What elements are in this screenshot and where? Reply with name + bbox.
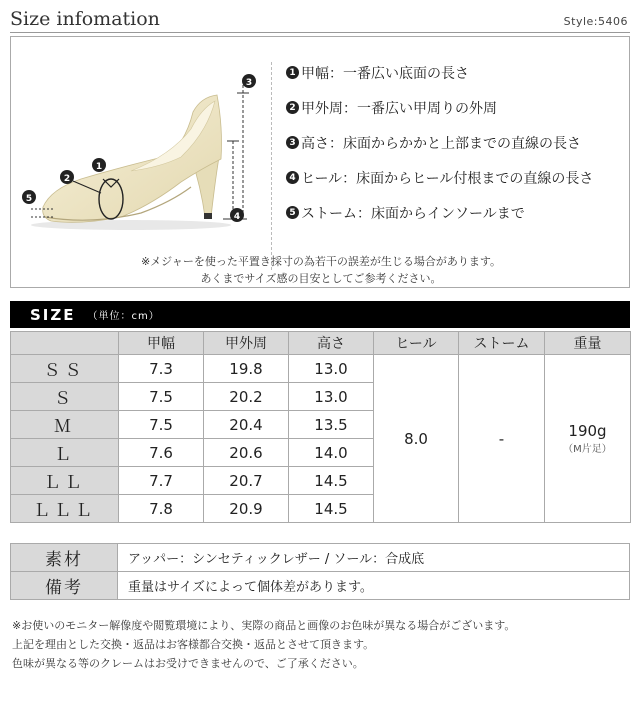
weight-value: 190g bbox=[568, 422, 607, 440]
style-number: Style:5406 bbox=[563, 15, 628, 28]
diagram-divider bbox=[271, 62, 272, 270]
size-section-header bbox=[10, 301, 630, 328]
width-value: 7.3 bbox=[119, 355, 204, 383]
legend-item bbox=[286, 125, 593, 160]
footer-notes bbox=[12, 616, 515, 673]
footer-line: 上記を理由とした交換・返品はお客様都合交換・返品とさせて頂きます。 bbox=[12, 638, 375, 651]
legend-text: ストーム：床面からインソールまで bbox=[301, 205, 525, 222]
table-row bbox=[11, 355, 631, 383]
footer-line: ※お使いのモニター解像度や閲覧環境により、実際の商品と画像のお色味が異なる場合がございます。 bbox=[12, 619, 516, 632]
heel-tip bbox=[204, 213, 212, 219]
header-girth: 甲外周 bbox=[204, 332, 289, 355]
header-width: 甲幅 bbox=[119, 332, 204, 355]
legend-item bbox=[286, 195, 593, 230]
width-value: 7.7 bbox=[119, 467, 204, 495]
height-value: 14.5 bbox=[289, 467, 374, 495]
legend-number-icon: 1 bbox=[286, 66, 299, 79]
size-label: ＬＬ bbox=[11, 467, 119, 495]
header-height: 高さ bbox=[289, 332, 374, 355]
table-row bbox=[11, 544, 630, 572]
legend-text: 高さ：床面からかかと上部までの直線の長さ bbox=[301, 135, 581, 152]
legend-item bbox=[286, 90, 593, 125]
header-weight: 重量 bbox=[545, 332, 631, 355]
girth-value: 20.7 bbox=[204, 467, 289, 495]
legend-text: 甲幅：一番広い底面の長さ bbox=[301, 65, 469, 82]
storm-value: - bbox=[459, 355, 545, 523]
legend-number-icon: 5 bbox=[286, 206, 299, 219]
width-value: 7.8 bbox=[119, 495, 204, 523]
remarks-label: 備考 bbox=[11, 572, 118, 600]
weight-cell bbox=[545, 355, 631, 523]
height-value: 13.0 bbox=[289, 383, 374, 411]
measurement-note-1: ※メジャーを使った平置き採寸の為若干の誤差が生じる場合があります。 bbox=[140, 255, 502, 268]
width-value: 7.6 bbox=[119, 439, 204, 467]
size-table-header-row bbox=[11, 332, 631, 355]
size-unit-label: （単位：cm） bbox=[87, 311, 160, 322]
heel-value: 8.0 bbox=[374, 355, 459, 523]
size-label: Ｌ bbox=[11, 439, 119, 467]
measurement-legend bbox=[286, 55, 593, 230]
marker-4-label: 4 bbox=[233, 212, 241, 222]
remarks-value: 重量はサイズによって個体差があります。 bbox=[118, 572, 630, 600]
girth-value: 20.4 bbox=[204, 411, 289, 439]
page-title: Size infomation bbox=[10, 8, 160, 30]
height-value: 13.0 bbox=[289, 355, 374, 383]
size-table bbox=[10, 331, 631, 523]
size-label: Ｓ bbox=[11, 383, 119, 411]
material-table bbox=[10, 543, 630, 600]
header-storm: ストーム bbox=[459, 332, 545, 355]
legend-number-icon: 3 bbox=[286, 136, 299, 149]
height-value: 14.5 bbox=[289, 495, 374, 523]
girth-value: 19.8 bbox=[204, 355, 289, 383]
weight-note: （M片足） bbox=[563, 444, 612, 455]
footer-line: 色味が異なる等のクレームはお受けできませんので、ご了承ください。 bbox=[12, 657, 364, 670]
legend-text: ヒール：床面からヒール付根までの直線の長さ bbox=[301, 170, 594, 187]
measurement-info-box bbox=[10, 36, 630, 288]
marker-3-label: 3 bbox=[245, 78, 253, 88]
height-value: 13.5 bbox=[289, 411, 374, 439]
height-value: 14.0 bbox=[289, 439, 374, 467]
size-section-title: SIZE bbox=[30, 305, 76, 324]
size-label: ＳＳ bbox=[11, 355, 119, 383]
header-size bbox=[11, 332, 119, 355]
shoe-diagram bbox=[11, 37, 273, 247]
legend-item bbox=[286, 160, 593, 195]
girth-value: 20.9 bbox=[204, 495, 289, 523]
measurement-note-2: あくまでサイズ感の目安としてご参考ください。 bbox=[200, 272, 442, 285]
marker-5-label: 5 bbox=[25, 194, 33, 204]
header-heel: ヒール bbox=[374, 332, 459, 355]
shoe-body bbox=[43, 95, 222, 222]
table-row bbox=[11, 572, 630, 600]
girth-value: 20.6 bbox=[204, 439, 289, 467]
legend-text: 甲外周：一番広い甲周りの外周 bbox=[301, 100, 497, 117]
size-label: ＬＬＬ bbox=[11, 495, 119, 523]
legend-item bbox=[286, 55, 593, 90]
width-value: 7.5 bbox=[119, 383, 204, 411]
girth-value: 20.2 bbox=[204, 383, 289, 411]
width-value: 7.5 bbox=[119, 411, 204, 439]
marker-2-label: 2 bbox=[63, 174, 71, 184]
material-label: 素材 bbox=[11, 544, 118, 572]
size-label: Ｍ bbox=[11, 411, 119, 439]
legend-number-icon: 4 bbox=[286, 171, 299, 184]
marker-1-label: 1 bbox=[95, 162, 103, 172]
legend-number-icon: 2 bbox=[286, 101, 299, 114]
material-value: アッパー：シンセティックレザー / ソール：合成底 bbox=[118, 544, 630, 572]
header-divider bbox=[10, 32, 630, 33]
